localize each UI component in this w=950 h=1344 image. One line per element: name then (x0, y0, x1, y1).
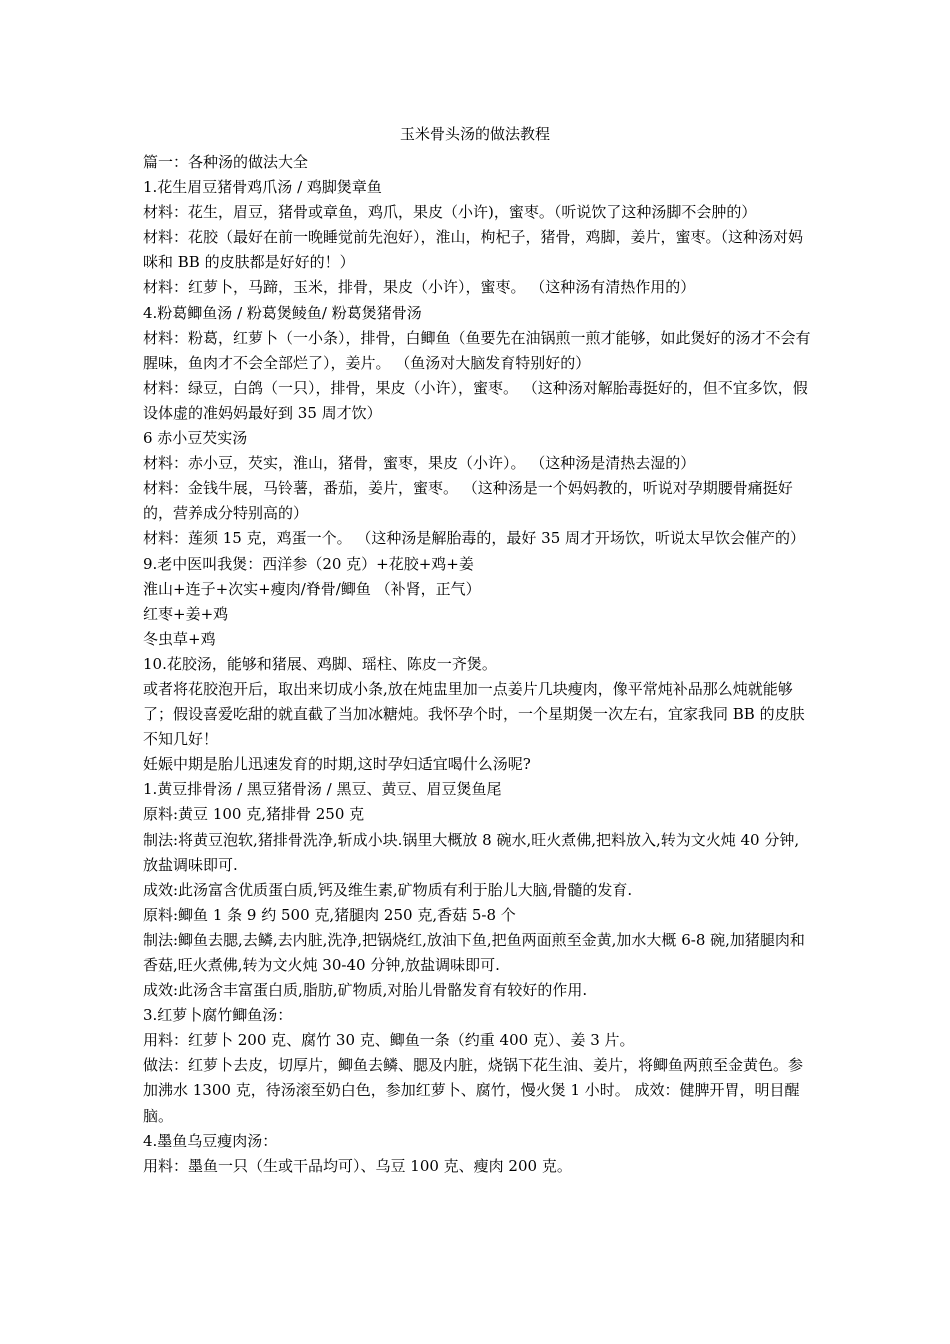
paragraph: 材料：花生，眉豆，猪骨或章鱼，鸡爪，果皮（小许)，蜜枣。（听说饮了这种汤脚不会肿的） (143, 203, 757, 222)
paragraph: 材料：赤小豆，芡实，淮山，猪骨，蜜枣，果皮（小许）。 （这种汤是清热去湿的） (143, 454, 696, 473)
paragraph: 用料：墨鱼一只（生或干品均可）、乌豆 100 克、瘦肉 200 克。 (143, 1156, 572, 1175)
paragraph: 妊娠中期是胎儿迅速发育的时期,这时孕妇适宜喝什么汤呢? (143, 755, 531, 774)
paragraph: 制法:鲫鱼去腮,去鳞,去内脏,洗净,把锅烧红,放油下鱼,把鱼两面煎至金黄,加水大概 6-8 碗,加猪腿肉和香菇,旺火煮佛,转为文火炖 30-40 分钟,放盐调味即可. (143, 930, 805, 974)
paragraph: 材料：金钱牛展，马铃薯，番茄，姜片，蜜枣。 （这种汤是一个妈妈教的，听说对孕期腰骨痛挺好的，营养成分特别高的） (143, 479, 793, 523)
paragraph: 6 赤小豆芡实汤 (143, 429, 248, 448)
paragraph: 篇一：各种汤的做法大全 (143, 153, 309, 171)
paragraph: 材料：莲须 15 克，鸡蛋一个。 （这种汤是解胎毒的，最好 35 周才开场饮，听说太早饮会催产的） (143, 529, 806, 548)
paragraph: 原料:黄豆 100 克,猪排骨 250 克 (143, 805, 365, 824)
paragraph: 1.花生眉豆猪骨鸡爪汤 / 鸡脚煲章鱼 (143, 178, 382, 197)
paragraph: 材料：红萝卜，马蹄，玉米，排骨，果皮（小许），蜜枣。 （这种汤有清热作用的） (143, 278, 696, 297)
paragraph: 3.红萝卜腐竹鲫鱼汤： (143, 1006, 293, 1025)
paragraph: 用料：红萝卜 200 克、腐竹 30 克、鲫鱼一条（约重 400 克）、姜 3 片。 (143, 1031, 635, 1050)
paragraph: 4.墨鱼乌豆瘦肉汤： (143, 1131, 278, 1150)
paragraph: 原料:鲫鱼 1 条 9 约 500 克,猪腿肉 250 克,香菇 5-8 个 (143, 905, 516, 924)
paragraph: 10.花胶汤，能够和猪展、鸡脚、瑶柱、陈皮一齐煲。 (143, 654, 497, 673)
paragraph: 红枣+姜+鸡 (143, 604, 229, 623)
paragraph: 淮山+连子+次实+瘦肉/脊骨/鲫鱼 （补肾，正气） (143, 579, 481, 598)
paragraph: 9.老中医叫我煲：西洋参（20 克）+花胶+鸡+姜 (143, 554, 474, 573)
paragraph: 材料：粉葛，红萝卜（一小条），排骨，白鲫鱼（鱼要先在油锅煎一煎才能够，如此煲好的汤才不会有腥味，鱼肉才不会全部烂了），姜片。 （鱼汤对大脑发育特别好的） (143, 328, 811, 372)
paragraph: 材料：花胶（最好在前一晚睡觉前先泡好），淮山，枸杞子，猪骨，鸡脚，姜片，蜜枣。（这种汤对妈咪和 BB 的皮肤都是好好的！） (143, 228, 804, 272)
paragraph: 1.黄豆排骨汤 / 黑豆猪骨汤 / 黑豆、黄豆、眉豆煲鱼尾 (143, 780, 502, 799)
document-body (143, 150, 813, 1179)
paragraph: 材料：绿豆，白鸽（一只），排骨，果皮（小许），蜜枣。 （这种汤对解胎毒挺好的，但不宜多饮，假设体虚的准妈妈最好到 35 周才饮） (143, 378, 808, 422)
paragraph: 制法:将黄豆泡软,猪排骨洗净,斩成小块.锅里大概放 8 碗水,旺火煮佛,把料放入,转为文火炖 40 分钟,放盐调味即可. (143, 830, 800, 874)
document-title: 玉米骨头汤的做法教程 (399, 125, 550, 143)
paragraph: 冬虫草+鸡 (143, 629, 216, 648)
paragraph: 做法：红萝卜去皮，切厚片，鲫鱼去鳞、腮及内脏，烧锅下花生油、姜片，将鲫鱼两煎至金黄色。参加沸水 1300 克，待汤滚至奶白色，参加红萝卜、腐竹，慢火煲 1 小时。 成效：健脾开胃，明目醒脑。 (143, 1056, 804, 1125)
paragraph: 4.粉葛鲫鱼汤 / 粉葛煲鲮鱼/ 粉葛煲猪骨汤 (143, 303, 422, 322)
paragraph: 成效:此汤富含优质蛋白质,钙及维生素,矿物质有利于胎儿大脑,骨髓的发育. (143, 880, 633, 899)
paragraph: 或者将花胶泡开后，取出来切成小条,放在炖盅里加一点姜片几块瘦肉，像平常炖补品那么炖就能够了；假设喜爱吃甜的就直截了当加冰糖炖。我怀孕个时，一个星期煲一次左右，宜家我同 BB 的皮肤不知几好！ (143, 679, 805, 749)
paragraph: 成效:此汤含丰富蛋白质,脂肪,矿物质,对胎儿骨骼发育有较好的作用. (143, 981, 588, 1000)
